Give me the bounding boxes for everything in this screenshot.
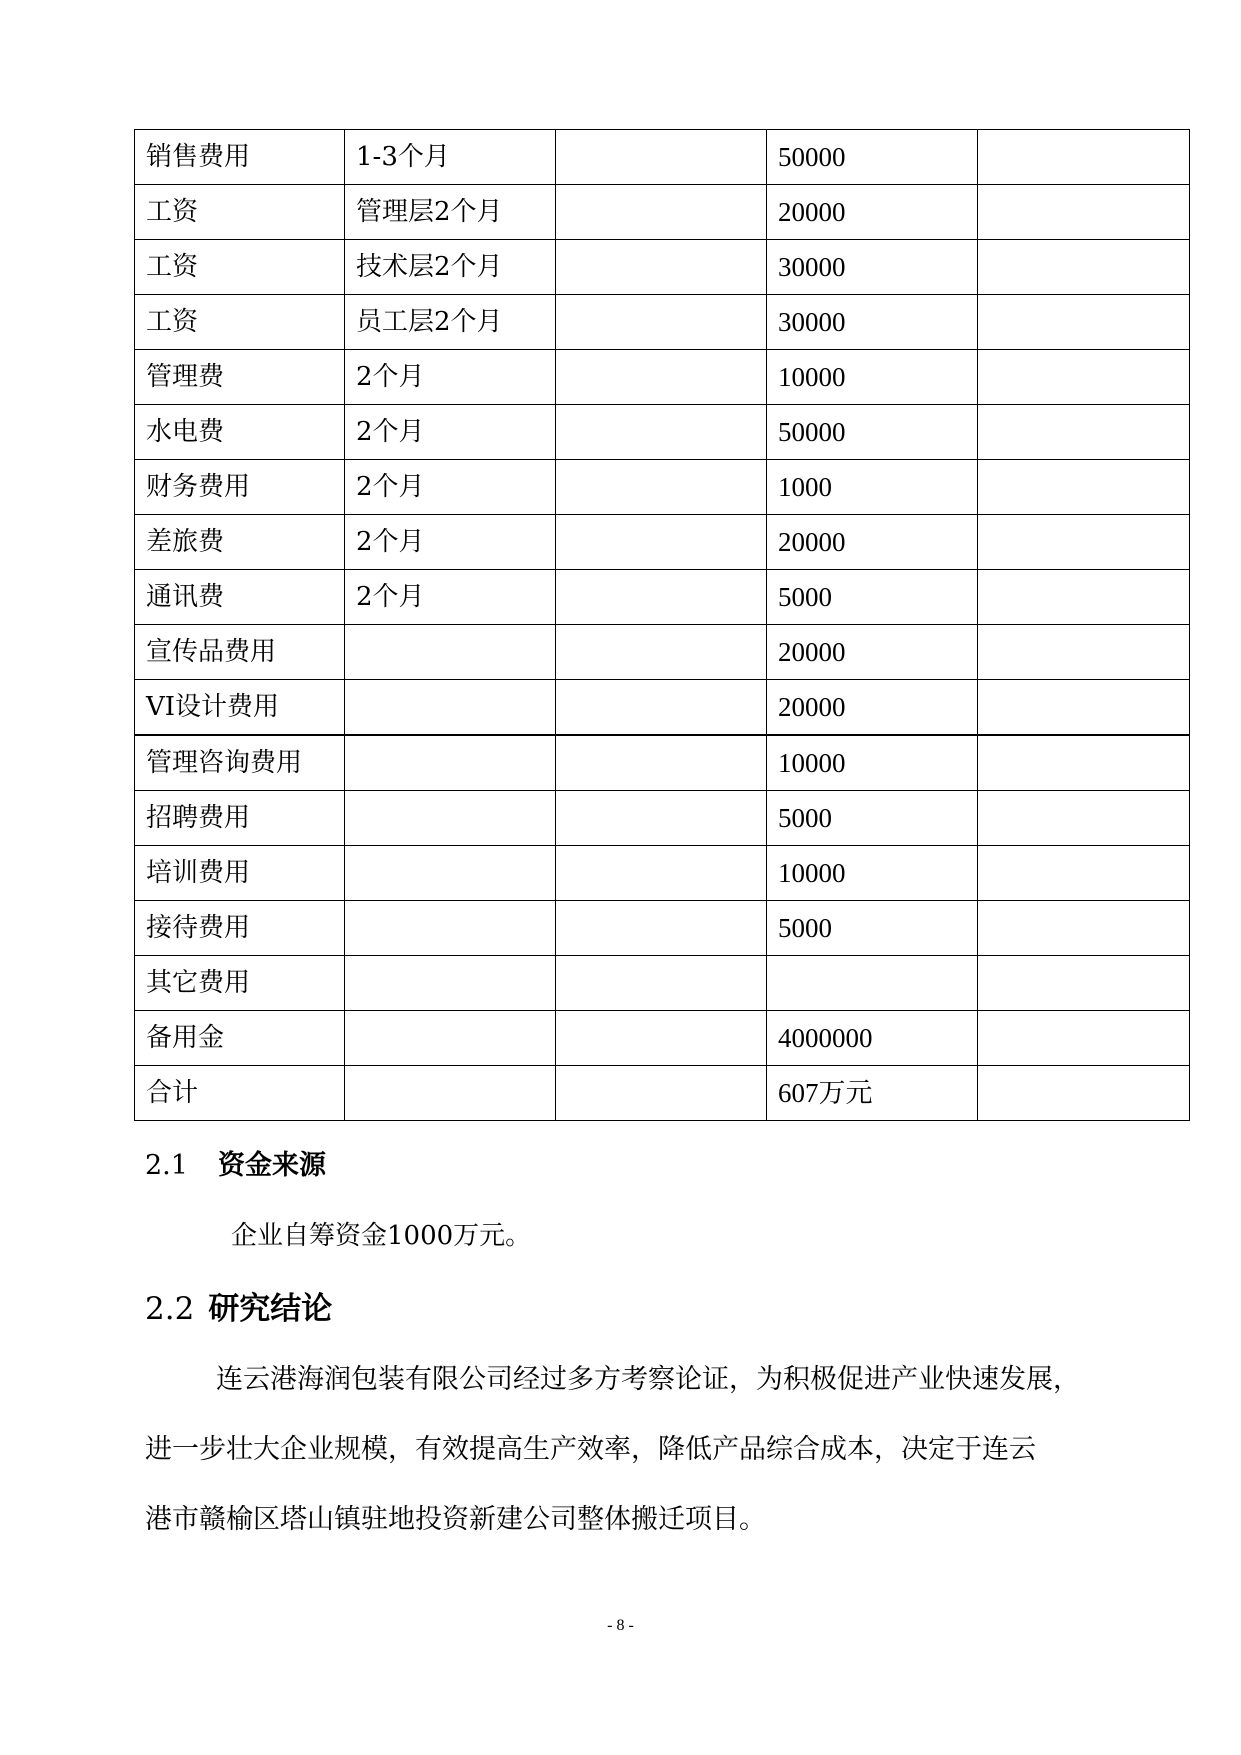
note-cell [556, 735, 767, 791]
note-cell [556, 570, 767, 625]
note-cell [556, 956, 767, 1011]
table-row [135, 901, 1190, 956]
remark-cell [978, 515, 1190, 570]
remark-cell [978, 956, 1190, 1011]
item-cell: 培训费用 [135, 846, 345, 901]
table-row [135, 460, 1190, 515]
amount-cell: 50000 [767, 405, 978, 460]
note-cell [556, 460, 767, 515]
table-row-total [135, 1066, 1190, 1121]
item-cell: 宣传品费用 [135, 625, 345, 680]
remark-cell [978, 240, 1190, 295]
note-cell [556, 130, 767, 185]
item-cell: 工资 [135, 295, 345, 350]
item-cell: 接待费用 [135, 901, 345, 956]
section-2-2-heading [145, 1283, 332, 1328]
period-cell [345, 1011, 556, 1066]
amount-cell: 30000 [767, 295, 978, 350]
item-cell: 招聘费用 [135, 791, 345, 846]
amount-cell: 10000 [767, 846, 978, 901]
note-cell [556, 680, 767, 736]
period-cell: 管理层2个月 [345, 185, 556, 240]
amount-cell: 5000 [767, 901, 978, 956]
note-cell [556, 515, 767, 570]
amount-cell: 20000 [767, 680, 978, 736]
item-cell: 工资 [135, 185, 345, 240]
period-cell [345, 956, 556, 1011]
amount-cell [767, 956, 978, 1011]
table-row [135, 240, 1190, 295]
period-cell: 1-3个月 [345, 130, 556, 185]
conclusion-line: 进一步壮大企业规模，有效提高生产效率，降低产品综合成本，决定于连云 [145, 1434, 1036, 1465]
amount-cell: 5000 [767, 570, 978, 625]
table-row [135, 1011, 1190, 1066]
remark-cell [978, 680, 1190, 736]
note-cell [556, 1066, 767, 1121]
period-cell [345, 846, 556, 901]
table-row [135, 350, 1190, 405]
section-2-2-number: 2.2 [145, 1291, 195, 1327]
table-row [135, 735, 1190, 791]
item-cell: 差旅费 [135, 515, 345, 570]
item-cell: 合计 [135, 1066, 345, 1121]
table-row [135, 295, 1190, 350]
remark-cell [978, 735, 1190, 791]
period-cell: 2个月 [345, 405, 556, 460]
note-cell [556, 240, 767, 295]
item-cell: VI设计费用 [135, 680, 345, 736]
note-cell [556, 625, 767, 680]
period-cell [345, 680, 556, 736]
item-cell: 销售费用 [135, 130, 345, 185]
table-row [135, 515, 1190, 570]
item-cell: 水电费 [135, 405, 345, 460]
table-row [135, 570, 1190, 625]
amount-cell: 20000 [767, 625, 978, 680]
amount-cell: 50000 [767, 130, 978, 185]
remark-cell [978, 1066, 1190, 1121]
remark-cell [978, 625, 1190, 680]
period-cell: 2个月 [345, 460, 556, 515]
note-cell [556, 846, 767, 901]
section-2-1-title: 资金来源 [217, 1150, 326, 1181]
item-cell: 备用金 [135, 1011, 345, 1066]
note-cell [556, 901, 767, 956]
amount-cell: 10000 [767, 350, 978, 405]
note-cell [556, 185, 767, 240]
amount-cell: 10000 [767, 735, 978, 791]
amount-cell: 607万元 [767, 1066, 978, 1121]
section-2-2-title: 研究结论 [208, 1291, 333, 1327]
period-cell [345, 1066, 556, 1121]
table-row [135, 405, 1190, 460]
amount-cell: 1000 [767, 460, 978, 515]
period-cell: 员工层2个月 [345, 295, 556, 350]
period-cell: 2个月 [345, 515, 556, 570]
remark-cell [978, 901, 1190, 956]
table-row [135, 791, 1190, 846]
remark-cell [978, 791, 1190, 846]
period-cell [345, 901, 556, 956]
budget-table-body [135, 130, 1190, 1121]
item-cell: 工资 [135, 240, 345, 295]
amount-cell: 30000 [767, 240, 978, 295]
funding-source-text: 企业自筹资金1000万元。 [231, 1221, 532, 1251]
item-cell: 通讯费 [135, 570, 345, 625]
conclusion-line: 连云港海润包装有限公司经过多方考察论证，为积极促进产业快速发展， [216, 1364, 1080, 1395]
remark-cell [978, 185, 1190, 240]
period-cell [345, 625, 556, 680]
remark-cell [978, 1011, 1190, 1066]
remark-cell [978, 350, 1190, 405]
amount-cell: 5000 [767, 791, 978, 846]
remark-cell [978, 460, 1190, 515]
remark-cell [978, 846, 1190, 901]
table-row [135, 130, 1190, 185]
table-row [135, 956, 1190, 1011]
amount-cell: 4000000 [767, 1011, 978, 1066]
note-cell [556, 791, 767, 846]
item-cell: 管理咨询费用 [135, 735, 345, 791]
note-cell [556, 350, 767, 405]
item-cell: 其它费用 [135, 956, 345, 1011]
remark-cell [978, 130, 1190, 185]
period-cell [345, 791, 556, 846]
table-row [135, 846, 1190, 901]
table-row [135, 185, 1190, 240]
conclusion-line: 港市赣榆区塔山镇驻地投资新建公司整体搬迁项目。 [145, 1504, 766, 1535]
period-cell: 2个月 [345, 570, 556, 625]
remark-cell [978, 405, 1190, 460]
amount-cell: 20000 [767, 185, 978, 240]
table-row [135, 625, 1190, 680]
period-cell: 技术层2个月 [345, 240, 556, 295]
amount-cell: 20000 [767, 515, 978, 570]
note-cell [556, 1011, 767, 1066]
period-cell: 2个月 [345, 350, 556, 405]
section-2-1-heading [145, 1143, 326, 1182]
period-cell [345, 735, 556, 791]
page-number: - 8 - [607, 1617, 634, 1634]
conclusion-paragraph [145, 1360, 1135, 1570]
section-2-1-number: 2.1 [145, 1150, 188, 1181]
note-cell [556, 295, 767, 350]
budget-table [134, 129, 1190, 1121]
note-cell [556, 405, 767, 460]
remark-cell [978, 570, 1190, 625]
remark-cell [978, 295, 1190, 350]
item-cell: 财务费用 [135, 460, 345, 515]
item-cell: 管理费 [135, 350, 345, 405]
table-row [135, 680, 1190, 736]
